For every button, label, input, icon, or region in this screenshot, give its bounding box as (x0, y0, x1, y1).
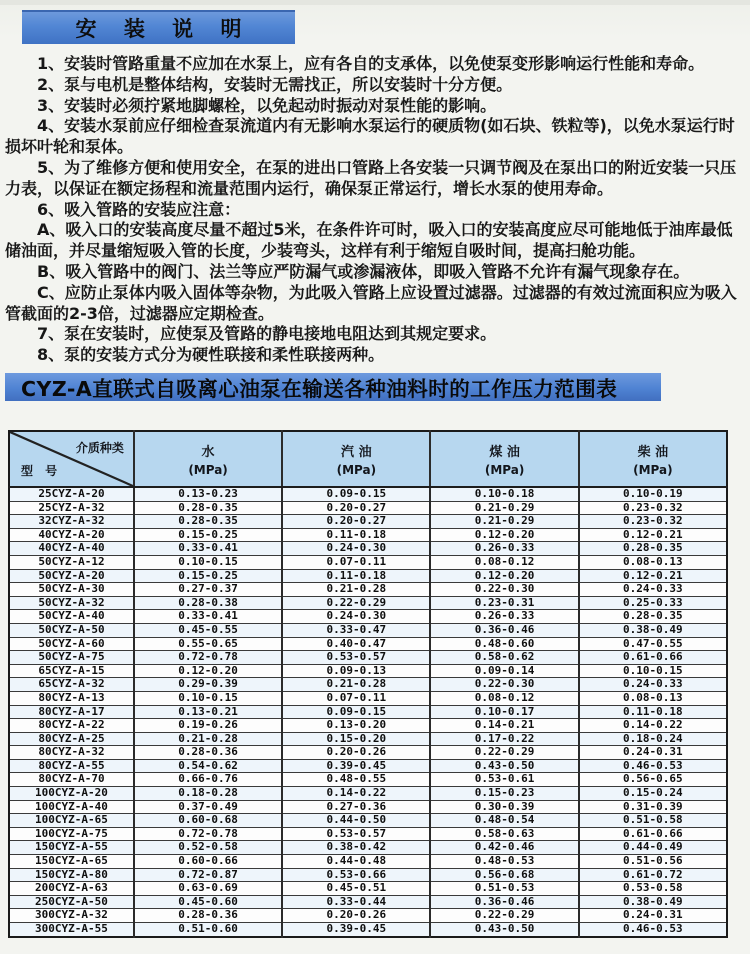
model-cell: 300CYZ-A-32 (9, 909, 134, 923)
pressure-value-cell: 0.12-0.20 (430, 528, 578, 542)
pressure-value-cell: 0.51-0.53 (430, 882, 578, 896)
pressure-range-table (8, 430, 728, 938)
pressure-value-cell: 0.53-0.61 (430, 773, 578, 787)
section-title-installation (22, 10, 295, 44)
pressure-value-cell: 0.27-0.37 (134, 583, 282, 597)
pressure-value-cell: 0.48-0.54 (430, 814, 578, 828)
pressure-value-cell: 0.21-0.29 (430, 515, 578, 529)
pressure-value-cell: 0.45-0.51 (282, 882, 430, 896)
pressure-value-cell: 0.14-0.22 (579, 719, 727, 733)
table-row (9, 909, 727, 923)
instruction-item: 5、为了维修方便和使用安全，在泵的进出口管路上各安装一只调节阀及在泵出口的附近安装一只压力表，以保证在额定扬程和流量范围内运行，确保泵正常运行，增长水泵的使用寿命。 (5, 157, 737, 198)
table-row (9, 664, 727, 678)
pressure-value-cell: 0.33-0.44 (282, 895, 430, 909)
table-header (9, 431, 727, 487)
corner-label-model: 型 号 (21, 464, 62, 478)
model-cell: 32CYZ-A-32 (9, 515, 134, 529)
pressure-value-cell: 0.24-0.31 (579, 909, 727, 923)
model-cell: 80CYZ-A-13 (9, 691, 134, 705)
instruction-item: 7、泵在安装时，应使泵及管路的静电接地电阻达到其规定要求。 (37, 324, 497, 344)
pressure-value-cell: 0.38-0.49 (579, 895, 727, 909)
model-cell: 100CYZ-A-65 (9, 814, 134, 828)
pressure-value-cell: 0.53-0.66 (282, 868, 430, 882)
pressure-table-title-text: CYZ-A直联式自吸离心油泵在输送各种油料时的工作压力范围表 (21, 377, 618, 401)
pressure-value-cell: 0.14-0.21 (430, 719, 578, 733)
header-row (9, 431, 727, 487)
pressure-value-cell: 0.18-0.28 (134, 787, 282, 801)
pressure-value-cell: 0.17-0.22 (430, 732, 578, 746)
pressure-value-cell: 0.11-0.18 (579, 705, 727, 719)
pressure-value-cell: 0.46-0.53 (579, 759, 727, 773)
model-cell: 80CYZ-A-32 (9, 746, 134, 760)
pressure-value-cell: 0.40-0.47 (282, 637, 430, 651)
table-row (9, 705, 727, 719)
pressure-value-cell: 0.38-0.42 (282, 841, 430, 855)
pressure-value-cell: 0.26-0.33 (430, 542, 578, 556)
pressure-value-cell: 0.60-0.66 (134, 855, 282, 869)
pressure-value-cell: 0.58-0.63 (430, 827, 578, 841)
pressure-value-cell: 0.36-0.46 (430, 895, 578, 909)
table-row (9, 569, 727, 583)
pressure-value-cell: 0.15-0.23 (430, 787, 578, 801)
model-cell: 25CYZ-A-32 (9, 501, 134, 515)
column-name: 柴 油 (637, 445, 669, 460)
pressure-value-cell: 0.25-0.33 (579, 596, 727, 610)
pressure-value-cell: 0.22-0.29 (430, 909, 578, 923)
pressure-value-cell: 0.39-0.45 (282, 923, 430, 937)
pressure-value-cell: 0.23-0.32 (579, 515, 727, 529)
pressure-value-cell: 0.53-0.58 (579, 882, 727, 896)
pressure-value-cell: 0.56-0.68 (430, 868, 578, 882)
model-cell: 80CYZ-A-17 (9, 705, 134, 719)
table-row (9, 623, 727, 637)
pressure-value-cell: 0.21-0.28 (282, 678, 430, 692)
pressure-value-cell: 0.29-0.39 (134, 678, 282, 692)
model-cell: 50CYZ-A-75 (9, 651, 134, 665)
table-row (9, 528, 727, 542)
pressure-value-cell: 0.09-0.13 (282, 664, 430, 678)
pressure-value-cell: 0.13-0.20 (282, 719, 430, 733)
table-row (9, 759, 727, 773)
pressure-value-cell: 0.20-0.27 (282, 501, 430, 515)
column-header-diesel (579, 431, 727, 487)
pressure-value-cell: 0.08-0.12 (430, 691, 578, 705)
model-cell: 250CYZ-A-50 (9, 895, 134, 909)
model-cell: 100CYZ-A-40 (9, 800, 134, 814)
model-cell: 150CYZ-A-65 (9, 855, 134, 869)
table-row (9, 596, 727, 610)
pressure-value-cell: 0.39-0.45 (282, 759, 430, 773)
pressure-value-cell: 0.10-0.19 (579, 487, 727, 501)
pressure-value-cell: 0.28-0.36 (134, 746, 282, 760)
pressure-value-cell: 0.36-0.46 (430, 623, 578, 637)
pressure-value-cell: 0.28-0.36 (134, 909, 282, 923)
pressure-value-cell: 0.24-0.30 (282, 610, 430, 624)
column-name: 汽 油 (341, 445, 372, 460)
pressure-value-cell: 0.45-0.55 (134, 623, 282, 637)
model-cell: 65CYZ-A-15 (9, 664, 134, 678)
table-row (9, 895, 727, 909)
model-cell: 40CYZ-A-40 (9, 542, 134, 556)
table-row (9, 787, 727, 801)
table-row (9, 583, 727, 597)
pressure-value-cell: 0.51-0.56 (579, 855, 727, 869)
table-row (9, 487, 727, 501)
pressure-value-cell: 0.33-0.41 (134, 610, 282, 624)
pressure-value-cell: 0.13-0.21 (134, 705, 282, 719)
column-header-water (134, 431, 282, 487)
pressure-value-cell: 0.24-0.33 (579, 678, 727, 692)
model-cell: 50CYZ-A-50 (9, 623, 134, 637)
pressure-value-cell: 0.10-0.18 (430, 487, 578, 501)
table-row (9, 515, 727, 529)
instruction-item: A、吸入口的安装高度尽量不超过5米，在条件许可时，吸入口的安装高度应尽可能地低于油库最低储油面，并尽量缩短吸入管的长度，少装弯头，这样有利于缩短自吸时间，提高扫舱功能。 (5, 220, 733, 261)
pressure-value-cell: 0.52-0.58 (134, 841, 282, 855)
pressure-value-cell: 0.20-0.26 (282, 746, 430, 760)
pressure-value-cell: 0.43-0.50 (430, 923, 578, 937)
table-row (9, 773, 727, 787)
pressure-value-cell: 0.07-0.11 (282, 691, 430, 705)
pressure-value-cell: 0.31-0.39 (579, 800, 727, 814)
pressure-value-cell: 0.51-0.60 (134, 923, 282, 937)
model-cell: 200CYZ-A-63 (9, 882, 134, 896)
table-row (9, 855, 727, 869)
pressure-value-cell: 0.54-0.62 (134, 759, 282, 773)
instruction-item: C、应防止泵体内吸入固体等杂物，为此吸入管路上应设置过滤器。过滤器的有效过流面积应为吸入管截面的2-3倍，过滤器应定期检查。 (5, 282, 737, 323)
pressure-value-cell: 0.24-0.33 (579, 583, 727, 597)
model-cell: 150CYZ-A-55 (9, 841, 134, 855)
pressure-value-cell: 0.43-0.50 (430, 759, 578, 773)
pressure-value-cell: 0.08-0.12 (430, 555, 578, 569)
model-cell: 50CYZ-A-32 (9, 596, 134, 610)
table-row (9, 841, 727, 855)
table-row (9, 555, 727, 569)
pressure-value-cell: 0.28-0.35 (579, 610, 727, 624)
table-row (9, 814, 727, 828)
pressure-value-cell: 0.30-0.39 (430, 800, 578, 814)
pressure-value-cell: 0.09-0.15 (282, 487, 430, 501)
column-name: 水 (201, 445, 215, 460)
table-row (9, 882, 727, 896)
pressure-value-cell: 0.48-0.60 (430, 637, 578, 651)
table-row (9, 746, 727, 760)
pressure-value-cell: 0.22-0.29 (430, 746, 578, 760)
model-cell: 100CYZ-A-75 (9, 827, 134, 841)
pressure-value-cell: 0.60-0.68 (134, 814, 282, 828)
pressure-value-cell: 0.72-0.87 (134, 868, 282, 882)
column-unit: (MPa) (484, 463, 525, 477)
pressure-value-cell: 0.12-0.21 (579, 569, 727, 583)
installation-title-text: 安 装 说 明 (75, 17, 252, 41)
table-row (9, 542, 727, 556)
column-unit: (MPa) (633, 463, 673, 477)
pressure-value-cell: 0.44-0.49 (579, 841, 727, 855)
pressure-value-cell: 0.11-0.18 (282, 569, 430, 583)
model-cell: 80CYZ-A-70 (9, 773, 134, 787)
pressure-table (8, 430, 728, 938)
pressure-value-cell: 0.21-0.28 (282, 583, 430, 597)
section-title-pressure-table (5, 373, 661, 401)
model-cell: 50CYZ-A-60 (9, 637, 134, 651)
pressure-value-cell: 0.24-0.31 (579, 746, 727, 760)
pressure-value-cell: 0.08-0.13 (579, 691, 727, 705)
pressure-value-cell: 0.44-0.48 (282, 855, 430, 869)
table-row (9, 678, 727, 692)
scan-edge-artifact (0, 0, 750, 5)
pressure-value-cell: 0.33-0.47 (282, 623, 430, 637)
pressure-value-cell: 0.51-0.58 (579, 814, 727, 828)
pressure-value-cell: 0.24-0.30 (282, 542, 430, 556)
pressure-value-cell: 0.61-0.66 (579, 827, 727, 841)
pressure-value-cell: 0.14-0.22 (282, 787, 430, 801)
pressure-value-cell: 0.10-0.15 (134, 691, 282, 705)
pressure-value-cell: 0.56-0.65 (579, 773, 727, 787)
model-cell: 50CYZ-A-12 (9, 555, 134, 569)
instruction-item: 4、安装水泵前应仔细检查泵流道内有无影响水泵运行的硬质物(如石块、铁粒等)，以免水泵运行时损坏叶轮和泵体。 (5, 116, 735, 157)
model-cell: 40CYZ-A-20 (9, 528, 134, 542)
pressure-value-cell: 0.28-0.38 (134, 596, 282, 610)
table-row (9, 691, 727, 705)
installation-instructions-list (5, 54, 746, 366)
pressure-value-cell: 0.61-0.66 (579, 651, 727, 665)
instruction-item: B、吸入管路中的阀门、法兰等应严防漏气或渗漏液体，即吸入管路不允许有漏气现象存在。 (37, 261, 690, 281)
instruction-item: 8、泵的安装方式分为硬性联接和柔性联接两种。 (37, 345, 385, 365)
pressure-value-cell: 0.72-0.78 (134, 827, 282, 841)
pressure-value-cell: 0.28-0.35 (134, 501, 282, 515)
pressure-value-cell: 0.21-0.29 (430, 501, 578, 515)
table-row (9, 637, 727, 651)
pressure-value-cell: 0.12-0.21 (579, 528, 727, 542)
pressure-value-cell: 0.58-0.62 (430, 651, 578, 665)
column-name: 煤 油 (489, 445, 520, 460)
table-row (9, 651, 727, 665)
pressure-value-cell: 0.44-0.50 (282, 814, 430, 828)
pressure-value-cell: 0.15-0.20 (282, 732, 430, 746)
pressure-value-cell: 0.48-0.55 (282, 773, 430, 787)
pressure-value-cell: 0.53-0.57 (282, 651, 430, 665)
pressure-value-cell: 0.33-0.41 (134, 542, 282, 556)
model-cell: 25CYZ-A-20 (9, 487, 134, 501)
pressure-value-cell: 0.66-0.76 (134, 773, 282, 787)
table-row (9, 732, 727, 746)
pressure-value-cell: 0.61-0.72 (579, 868, 727, 882)
pressure-value-cell: 0.47-0.55 (579, 637, 727, 651)
pressure-value-cell: 0.42-0.46 (430, 841, 578, 855)
model-cell: 50CYZ-A-30 (9, 583, 134, 597)
table-row (9, 868, 727, 882)
pressure-value-cell: 0.08-0.13 (579, 555, 727, 569)
pressure-value-cell: 0.09-0.14 (430, 664, 578, 678)
instruction-item: 1、安装时管路重量不应加在水泵上，应有各自的支承体，以免使泵变形影响运行性能和寿命。 (37, 54, 705, 73)
pressure-value-cell: 0.23-0.31 (430, 596, 578, 610)
model-cell: 50CYZ-A-20 (9, 569, 134, 583)
pressure-value-cell: 0.38-0.49 (579, 623, 727, 637)
pressure-value-cell: 0.22-0.30 (430, 583, 578, 597)
column-unit: (MPa) (188, 463, 228, 477)
pressure-value-cell: 0.12-0.20 (134, 664, 282, 678)
pressure-value-cell: 0.55-0.65 (134, 637, 282, 651)
pressure-value-cell: 0.15-0.25 (134, 569, 282, 583)
model-cell: 50CYZ-A-40 (9, 610, 134, 624)
pressure-value-cell: 0.12-0.20 (430, 569, 578, 583)
table-row (9, 800, 727, 814)
table-row (9, 719, 727, 733)
pressure-value-cell: 0.63-0.69 (134, 882, 282, 896)
table-row (9, 501, 727, 515)
instruction-item: 3、安装时必须拧紧地脚螺栓，以免起动时振动对泵性能的影响。 (37, 95, 497, 115)
pressure-value-cell: 0.09-0.15 (282, 705, 430, 719)
instruction-item: 6、吸入管路的安装应注意： (37, 199, 241, 219)
model-cell: 80CYZ-A-25 (9, 732, 134, 746)
model-cell: 65CYZ-A-32 (9, 678, 134, 692)
pressure-value-cell: 0.22-0.30 (430, 678, 578, 692)
pressure-value-cell: 0.11-0.18 (282, 528, 430, 542)
table-row (9, 923, 727, 937)
pressure-value-cell: 0.18-0.24 (579, 732, 727, 746)
column-header-kerosene (430, 431, 578, 487)
pressure-value-cell: 0.10-0.15 (579, 664, 727, 678)
pressure-value-cell: 0.20-0.26 (282, 909, 430, 923)
pressure-value-cell: 0.19-0.26 (134, 719, 282, 733)
pressure-value-cell: 0.72-0.78 (134, 651, 282, 665)
pressure-value-cell: 0.45-0.60 (134, 895, 282, 909)
pressure-value-cell: 0.28-0.35 (134, 515, 282, 529)
pressure-value-cell: 0.10-0.15 (134, 555, 282, 569)
model-cell: 300CYZ-A-55 (9, 923, 134, 937)
pressure-value-cell: 0.22-0.29 (282, 596, 430, 610)
pressure-value-cell: 0.28-0.35 (579, 542, 727, 556)
pressure-value-cell: 0.48-0.53 (430, 855, 578, 869)
table-row (9, 610, 727, 624)
column-header-gasoline (282, 431, 430, 487)
pressure-value-cell: 0.07-0.11 (282, 555, 430, 569)
pressure-value-cell: 0.13-0.23 (134, 487, 282, 501)
model-cell: 80CYZ-A-55 (9, 759, 134, 773)
pressure-value-cell: 0.15-0.25 (134, 528, 282, 542)
pressure-value-cell: 0.27-0.36 (282, 800, 430, 814)
pressure-value-cell: 0.23-0.32 (579, 501, 727, 515)
pressure-value-cell: 0.10-0.17 (430, 705, 578, 719)
pressure-value-cell: 0.21-0.28 (134, 732, 282, 746)
pressure-value-cell: 0.37-0.49 (134, 800, 282, 814)
corner-header-cell (9, 431, 134, 487)
table-row (9, 827, 727, 841)
model-cell: 80CYZ-A-22 (9, 719, 134, 733)
model-cell: 100CYZ-A-20 (9, 787, 134, 801)
instruction-item: 2、泵与电机是整体结构，安装时无需找正，所以安装时十分方便。 (37, 74, 513, 94)
pressure-value-cell: 0.46-0.53 (579, 923, 727, 937)
model-cell: 150CYZ-A-80 (9, 868, 134, 882)
pressure-value-cell: 0.15-0.24 (579, 787, 727, 801)
column-unit: (MPa) (336, 463, 377, 477)
pressure-value-cell: 0.20-0.27 (282, 515, 430, 529)
table-body (9, 487, 727, 937)
corner-label-medium-type: 介质种类 (75, 441, 124, 455)
pressure-value-cell: 0.53-0.57 (282, 827, 430, 841)
pressure-value-cell: 0.26-0.33 (430, 610, 578, 624)
